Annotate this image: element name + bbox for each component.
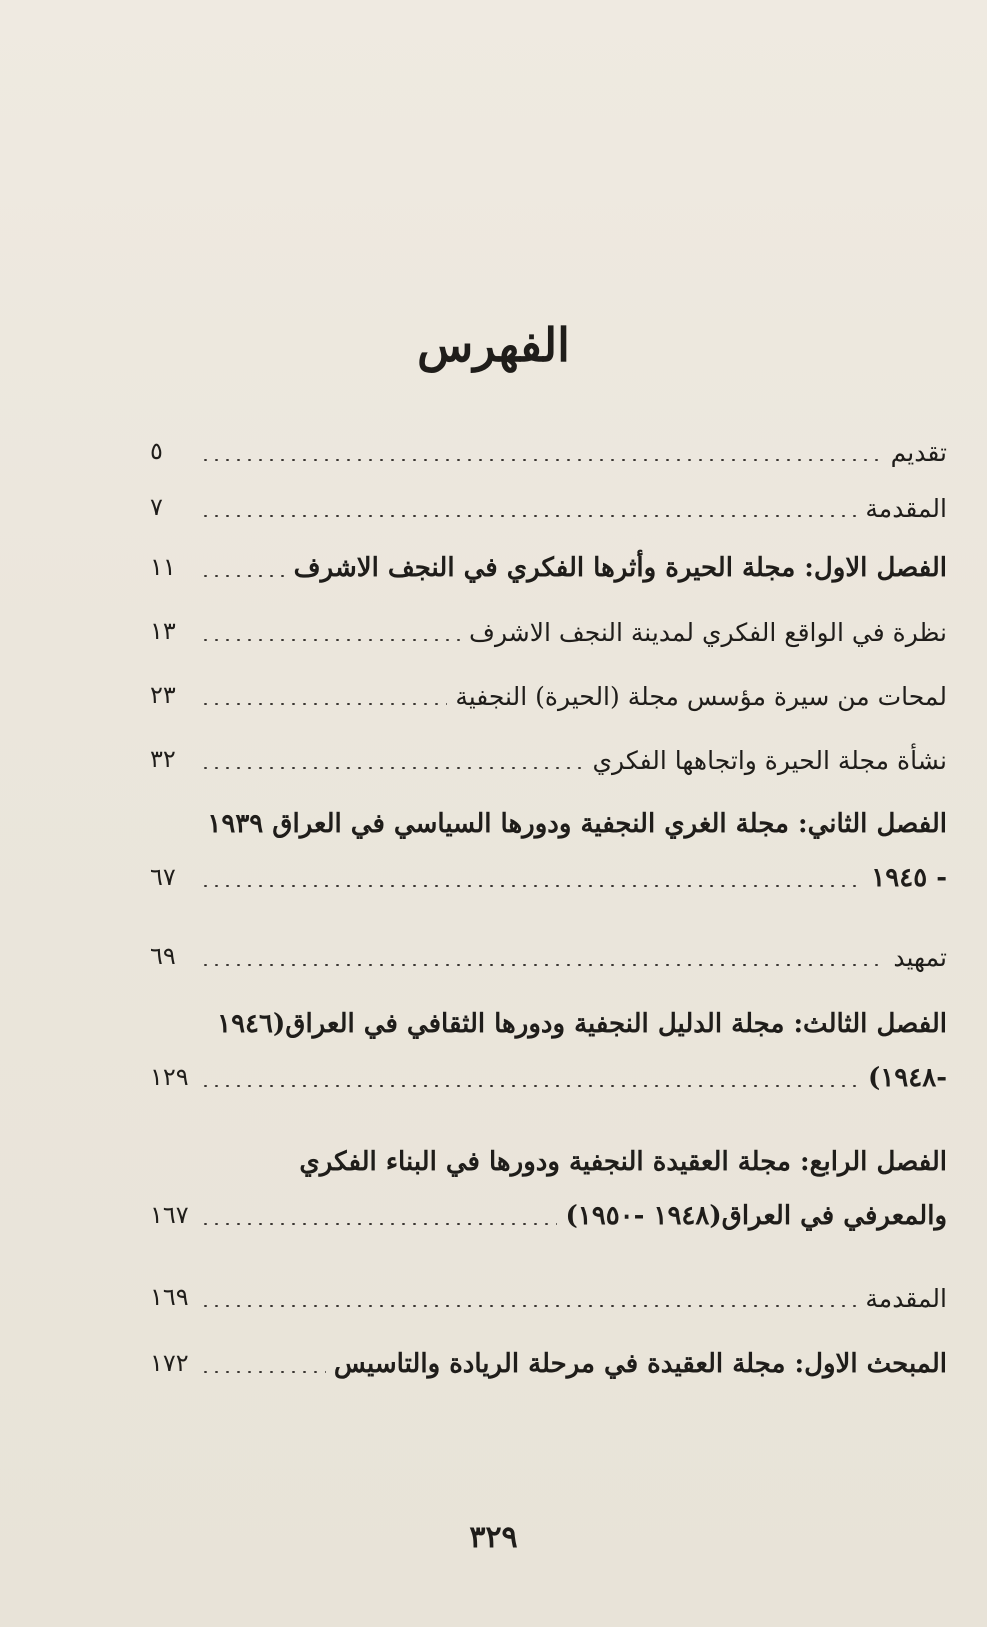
dot-leader	[200, 1305, 857, 1307]
toc-entry-page: ٦٧	[150, 863, 176, 891]
toc-entry-label: تقديم	[890, 438, 947, 467]
toc-entry-label-continuation: والمعرفي في العراق(١٩٤٨ -١٩٥٠)	[565, 1201, 947, 1231]
toc-entry-page: ٣٢	[150, 745, 176, 773]
toc-entry-label: نظرة في الواقع الفكري لمدينة النجف الاشرف	[469, 618, 947, 647]
toc-entry-label-continuation: -١٩٤٨)	[868, 1063, 947, 1093]
toc-entry	[150, 733, 947, 783]
toc-entry-continued	[150, 797, 947, 847]
toc-entry	[150, 1337, 947, 1387]
dot-leader	[200, 575, 286, 577]
toc-entry-page: ٦٩	[150, 942, 176, 970]
toc-entry	[150, 1051, 947, 1101]
toc-entry-label: المبحث الاول: مجلة العقيدة في مرحلة الريادة والتاسيس	[333, 1349, 947, 1379]
dot-leader	[200, 767, 584, 769]
page-number: ٣٢٩	[469, 1520, 518, 1555]
toc-entry	[150, 605, 947, 655]
toc-entry-continued	[150, 997, 947, 1047]
toc-entry-page: ١٧٢	[150, 1349, 189, 1377]
dot-leader	[200, 1223, 557, 1225]
toc-entry	[150, 851, 947, 901]
dot-leader	[200, 515, 857, 517]
toc-entry-label: المقدمة	[865, 1284, 947, 1313]
dot-leader	[200, 885, 863, 887]
dot-leader	[200, 459, 883, 461]
toc-entry-page: ١٣	[150, 617, 176, 645]
toc-entry-label: المقدمة	[865, 494, 947, 523]
toc-entry-continued	[150, 1135, 947, 1185]
dot-leader	[200, 639, 461, 641]
toc-entry	[150, 1189, 947, 1239]
toc-entry-page: ٥	[150, 437, 163, 465]
dot-leader	[200, 964, 885, 966]
toc-entry-label: نشأة مجلة الحيرة واتجاهها الفكري	[592, 746, 947, 775]
toc-entry-page: ١٦٩	[150, 1283, 189, 1311]
toc-entry-label: الفصل الثاني: مجلة الغري النجفية ودورها السياسي في العراق ١٩٣٩	[207, 809, 947, 839]
toc-entry	[150, 481, 947, 531]
toc-entry	[150, 669, 947, 719]
toc-entry-label-continuation: - ١٩٤٥	[871, 863, 947, 893]
toc-entry-page: ١١	[150, 553, 176, 581]
toc-entry-label: الفصل الرابع: مجلة العقيدة النجفية ودورها في البناء الفكري	[299, 1147, 947, 1177]
toc-entry-label: لمحات من سيرة مؤسس مجلة (الحيرة) النجفية	[455, 682, 947, 711]
toc-entry-page: ١٢٩	[150, 1063, 189, 1091]
toc-entry-label: الفصل الثالث: مجلة الدليل النجفية ودورها الثقافي في العراق(١٩٤٦	[217, 1009, 947, 1039]
toc-entry-page: ٧	[150, 493, 163, 521]
toc-entry-label: الفصل الاول: مجلة الحيرة وأثرها الفكري في النجف الاشرف	[293, 553, 947, 583]
toc-entry-label: تمهيد	[893, 943, 947, 972]
dot-leader	[200, 1371, 326, 1373]
toc-entry-page: ١٦٧	[150, 1201, 189, 1229]
toc-entry	[150, 425, 947, 475]
toc-entry	[150, 930, 947, 980]
dot-leader	[200, 1085, 860, 1087]
dot-leader	[200, 703, 447, 705]
toc-entry	[150, 541, 947, 591]
toc-entry	[150, 1271, 947, 1321]
toc-entry-page: ٢٣	[150, 681, 176, 709]
page-title: الفهرس	[417, 318, 570, 372]
